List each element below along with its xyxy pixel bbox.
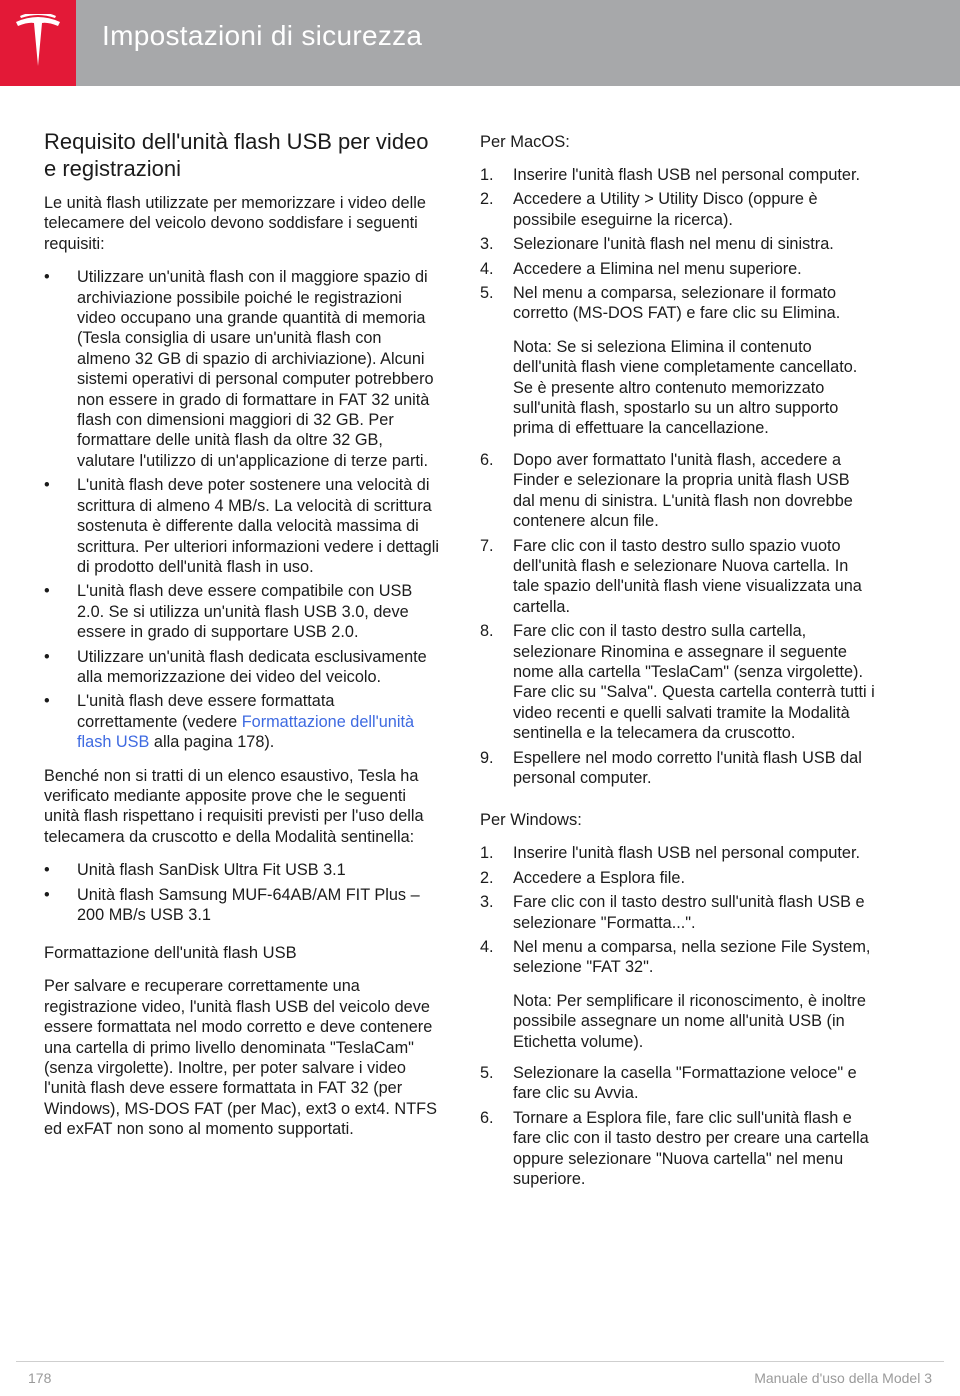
- left-column: [44, 128, 439, 1153]
- list-item: 5. Selezionare la casella "Formattazione veloce" e fare clic su Avvia.: [480, 1064, 857, 1103]
- list-item: 4. Nel menu a comparsa, nella sezione File System, selezione "FAT 32".: [480, 938, 871, 977]
- windows-steps: [480, 843, 875, 977]
- page-header: [0, 0, 960, 86]
- list-item: 3. Fare clic con il tasto destro sull'unità flash USB e selezionare "Formatta...".: [480, 893, 865, 932]
- format-usb-link[interactable]: Formattazione dell'unità flash USB: [77, 712, 415, 752]
- bullet-icon: •: [44, 885, 50, 904]
- list-item: • Utilizzare un'unità flash con il maggiore spazio di archiviazione possibile poiché le registrazioni video occupano una grande quantità di memoria (Tesla consiglia di usare un'unità flash con almeno 32 GB di spazio di archiviazione). Alcuni sistemi operativi di personal computer potrebbero non essere in grado di formattare in FAT 32 unità flash con dimensioni maggiori di 32 GB. Per formattare delle unità flash da oltre 32 GB, valutare l'utilizzo di un'applicazione di terze parti.: [44, 268, 434, 470]
- page-number: 178: [28, 1370, 52, 1386]
- list-item: • L'unità flash deve essere formattata correttamente (vedere Formattazione dell'unità flash USB alla pagina 178).: [44, 692, 415, 752]
- bullet-icon: •: [44, 692, 50, 711]
- macos-heading: Per MacOS:: [480, 133, 570, 151]
- bullet-icon: •: [44, 647, 50, 666]
- list-item: 2. Accedere a Utility > Utility Disco (oppure è possibile eseguirne la ricerca).: [480, 190, 818, 229]
- list-item: 8. Fare clic con il tasto destro sulla cartella, selezionare Rinomina e assegnare il seguente nome alla cartella "TeslaCam" (senza virgolette). Fare clic su "Salva". Questa cartella conterrà tutti i video recenti e quelli salvati tramite la Modalità sentinella e la telecamera da cruscotto.: [480, 622, 875, 743]
- page-title: Impostazioni di sicurezza: [102, 20, 423, 51]
- requirements-list: [44, 267, 439, 752]
- tesla-logo: [0, 0, 76, 86]
- right-column: [480, 128, 875, 1202]
- macos-steps: [480, 165, 875, 324]
- bullet-icon: •: [44, 861, 50, 880]
- macos-note: Nota: Se si seleziona Elimina il contenuto dell'unità flash viene completamente cancellato. Se è presente altro contenuto memorizzato sull'unità flash, spostarlo su un altro supporto prima di effettuare la cancellazione.: [513, 337, 858, 438]
- list-item: 3. Selezionare l'unità flash nel menu di sinistra.: [480, 235, 834, 254]
- bullet-icon: •: [44, 268, 50, 287]
- list-item: 7. Fare clic con il tasto destro sullo spazio vuoto dell'unità flash e selezionare Nuova cartella. In tale spazio dell'unità flash viene visualizzata una cartella.: [480, 536, 862, 616]
- list-item: • Utilizzare un'unità flash dedicata esclusivamente alla memorizzazione dei video del veicolo.: [44, 647, 427, 686]
- tesla-logo-icon: [14, 14, 62, 72]
- list-item: 4. Accedere a Elimina nel menu superiore.: [480, 259, 802, 278]
- footer-divider: [16, 1361, 944, 1362]
- windows-heading: Per Windows:: [480, 811, 582, 830]
- list-item: 5. Nel menu a comparsa, selezionare il formato corretto (MS-DOS FAT) e fare clic su Elimina.: [480, 284, 841, 323]
- windows-note: Nota: Per semplificare il riconoscimento, è inoltre possibile assegnare un nome all'unità USB (in Etichetta volume).: [513, 991, 866, 1051]
- list-item: • L'unità flash deve poter sostenere una velocità di scrittura di almeno 4 MB/s. La velocità di scrittura sostenuta è differente dalla velocità massima di scrittura. Per ulteriori informazioni vedere i dettagli di prodotto dell'unità flash in uso.: [44, 476, 439, 576]
- format-usb-heading: Formattazione dell'unità flash USB: [44, 944, 297, 963]
- macos-steps-continued: [480, 450, 875, 789]
- list-item: • Unità flash SanDisk Ultra Fit USB 3.1: [44, 861, 346, 880]
- list-item: 2. Accedere a Esplora file.: [480, 868, 685, 887]
- bullet-icon: •: [44, 582, 50, 601]
- verified-drives-list: [44, 860, 439, 925]
- bullet-icon: •: [44, 476, 50, 495]
- list-item: 9. Espellere nel modo corretto l'unità flash USB dal personal computer.: [480, 748, 862, 787]
- list-item: 1. Inserire l'unità flash USB nel personal computer.: [480, 844, 861, 863]
- requirements-intro: Le unità flash utilizzate per memorizzare i video delle telecamere del veicolo devono soddisfare i seguenti requisiti:: [44, 194, 426, 253]
- list-item: 6. Tornare a Esplora file, fare clic sull'unità flash e fare clic con il tasto destro per creare una cartella oppure selezionare "Nuova cartella" nel menu superiore.: [480, 1108, 869, 1189]
- list-item: 6. Dopo aver formattato l'unità flash, accedere a Finder e selezionare la propria unità flash USB dal menu di sinistra. L'unità flash non dovrebbe contenere alcun file.: [480, 450, 853, 531]
- list-item: 1. Inserire l'unità flash USB nel personal computer.: [480, 166, 861, 184]
- list-item: • L'unità flash deve essere compatibile con USB 2.0. Se si utilizza un'unità flash USB 3.0, deve essere in grado di supportare USB 2.0.: [44, 582, 413, 642]
- manual-name: Manuale d'uso della Model 3: [754, 1370, 932, 1386]
- usb-requirements-heading: Requisito dell'unità flash USB per video e registrazioni: [44, 129, 429, 181]
- verified-intro: Benché non si tratti di un elenco esaustivo, Tesla ha verificato mediante apposite prove che le seguenti unità flash rispettano i requisiti previsti per l'uso della telecamera da cruscotto e della Modalità sentinella:: [44, 766, 424, 846]
- windows-steps-continued: [480, 1063, 875, 1189]
- list-item: • Unità flash Samsung MUF-64AB/AM FIT Plus – 200 MB/s USB 3.1: [44, 885, 420, 924]
- format-usb-body: Per salvare e recuperare correttamente una registrazione video, l'unità flash USB del veicolo deve essere formattata nel modo corretto e deve contenere una cartella di primo livello denominata "TeslaCam" (senza virgolette). Inoltre, per poter salvare i video l'unità flash deve essere formattata in FAT 32 (per Windows), MS-DOS FAT (per Mac), ext3 o ext4. NTFS ed exFAT non sono al momento supportati.: [44, 977, 437, 1139]
